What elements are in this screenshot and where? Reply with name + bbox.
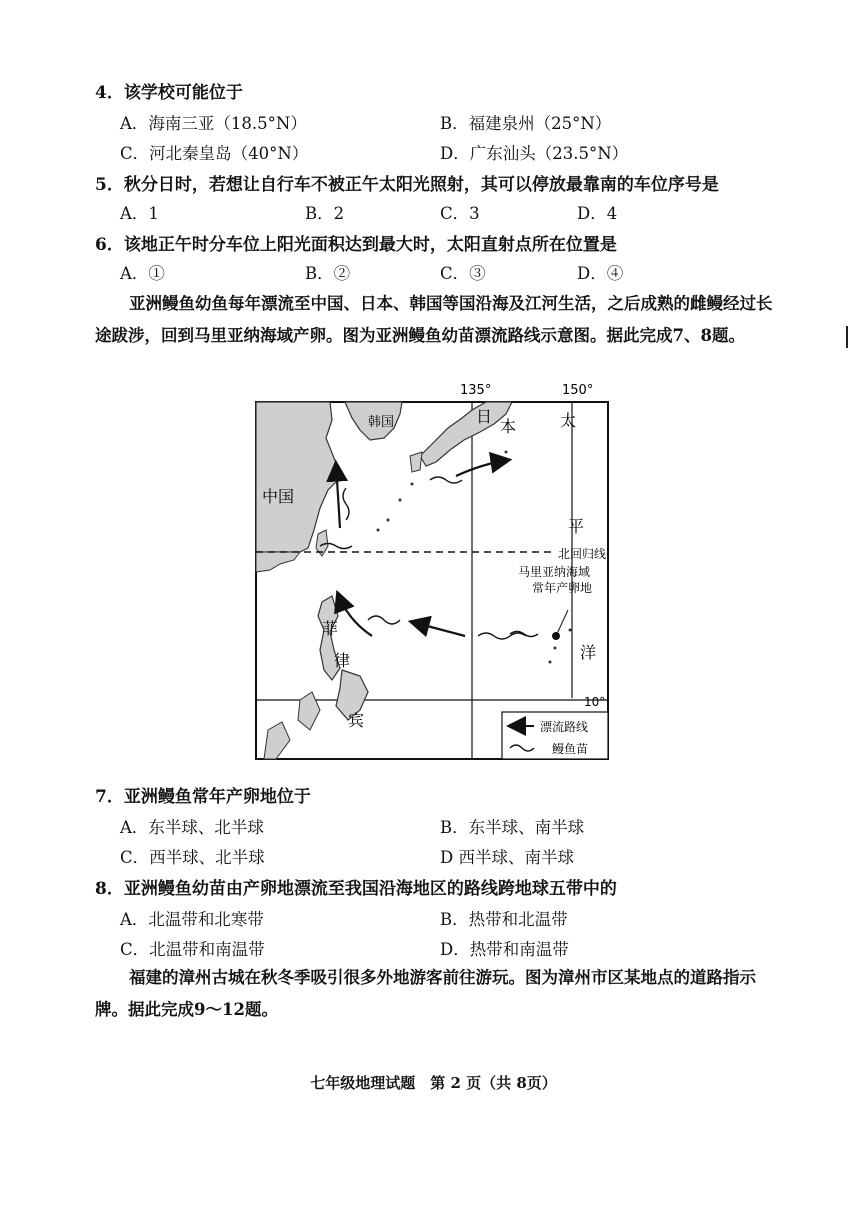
q8-option-d: D．热带和南温带	[440, 940, 569, 959]
label-philippines-1: 菲	[322, 619, 339, 638]
q8-option-a: A．北温带和北寒带	[120, 910, 264, 929]
q6-option-a: A．①	[120, 264, 165, 283]
label-japan-2: 本	[500, 417, 517, 436]
legend-eel-label: 鳗鱼苗	[552, 742, 589, 756]
q5-option-b: B．2	[305, 204, 345, 223]
q8-stem: 8．亚洲鳗鱼幼苗由产卵地漂流至我国沿海地区的路线跨地球五带中的	[95, 879, 617, 899]
label-philippines-2: 律	[334, 651, 351, 670]
q4-option-b: B．福建泉州（25°N）	[440, 114, 612, 133]
label-china: 中国	[262, 487, 295, 506]
margin-mark	[846, 326, 848, 348]
passage-zhangzhou: 福建的漳州古城在秋冬季吸引很多外地游客前往游玩。图为漳州市区某地点的道路指示牌。据此完成9～12题。	[95, 968, 756, 1019]
q7-option-c: C．西半球、北半球	[120, 848, 265, 867]
q8-option-b: B．热带和北温带	[440, 910, 568, 929]
q6-stem: 6．该地正午时分车位上阳光面积达到最大时，太阳直射点所在位置是	[95, 235, 617, 255]
page-footer: 七年级地理试题 第 2 页（共 8页）	[310, 1074, 557, 1092]
label-philippines-3: 宾	[348, 711, 365, 730]
label-korea: 韩国	[368, 415, 395, 430]
label-spawn-1: 马里亚纳海域	[518, 565, 591, 579]
q7-option-a: A．东半球、北半球	[120, 818, 264, 837]
q5-option-a: A．1	[120, 204, 159, 223]
q4-option-a: A．海南三亚（18.5°N）	[120, 114, 307, 133]
label-ocean-1: 太	[560, 411, 577, 430]
q6-option-c: C．③	[440, 264, 486, 283]
label-ocean-2: 平	[568, 517, 585, 536]
q6-option-d: D．④	[577, 264, 624, 283]
q7-option-d: D 西半球、南半球	[440, 848, 574, 867]
q4-stem: 4．该学校可能位于	[95, 83, 243, 103]
lon-135-label: 135°	[460, 383, 492, 398]
label-ocean-3: 洋	[580, 643, 597, 662]
q7-stem: 7．亚洲鳗鱼常年产卵地位于	[95, 787, 311, 807]
lon-150-label: 150°	[562, 383, 594, 398]
eel-drift-map	[250, 380, 620, 765]
label-spawn-2: 常年产卵地	[532, 581, 593, 595]
lat-10-label: 10°	[584, 695, 606, 709]
q7-option-b: B．东半球、南半球	[440, 818, 585, 837]
map-legend	[502, 712, 608, 759]
label-tropic: 北回归线	[558, 547, 607, 561]
q5-stem: 5．秋分日时，若想让自行车不被正午太阳光照射，其可以停放最靠南的车位序号是	[95, 175, 719, 195]
q8-option-c: C．北温带和南温带	[120, 940, 265, 959]
passage-eel: 亚洲鳗鱼幼鱼每年漂流至中国、日本、韩国等国沿海及江河生活，之后成熟的雌鳗经过长途跋涉，回到马里亚纳海域产卵。图为亚洲鳗鱼幼苗漂流路线示意图。据此完成7、8题。	[95, 294, 773, 345]
q6-option-b: B．②	[305, 264, 351, 283]
label-japan-1: 日	[476, 407, 493, 426]
q5-option-d: D．4	[577, 204, 618, 223]
legend-route-label: 漂流路线	[540, 720, 589, 734]
q5-option-c: C．3	[440, 204, 480, 223]
q4-option-c: C．河北秦皇岛（40°N）	[120, 144, 309, 163]
q4-option-d: D．广东汕头（23.5°N）	[440, 144, 629, 163]
